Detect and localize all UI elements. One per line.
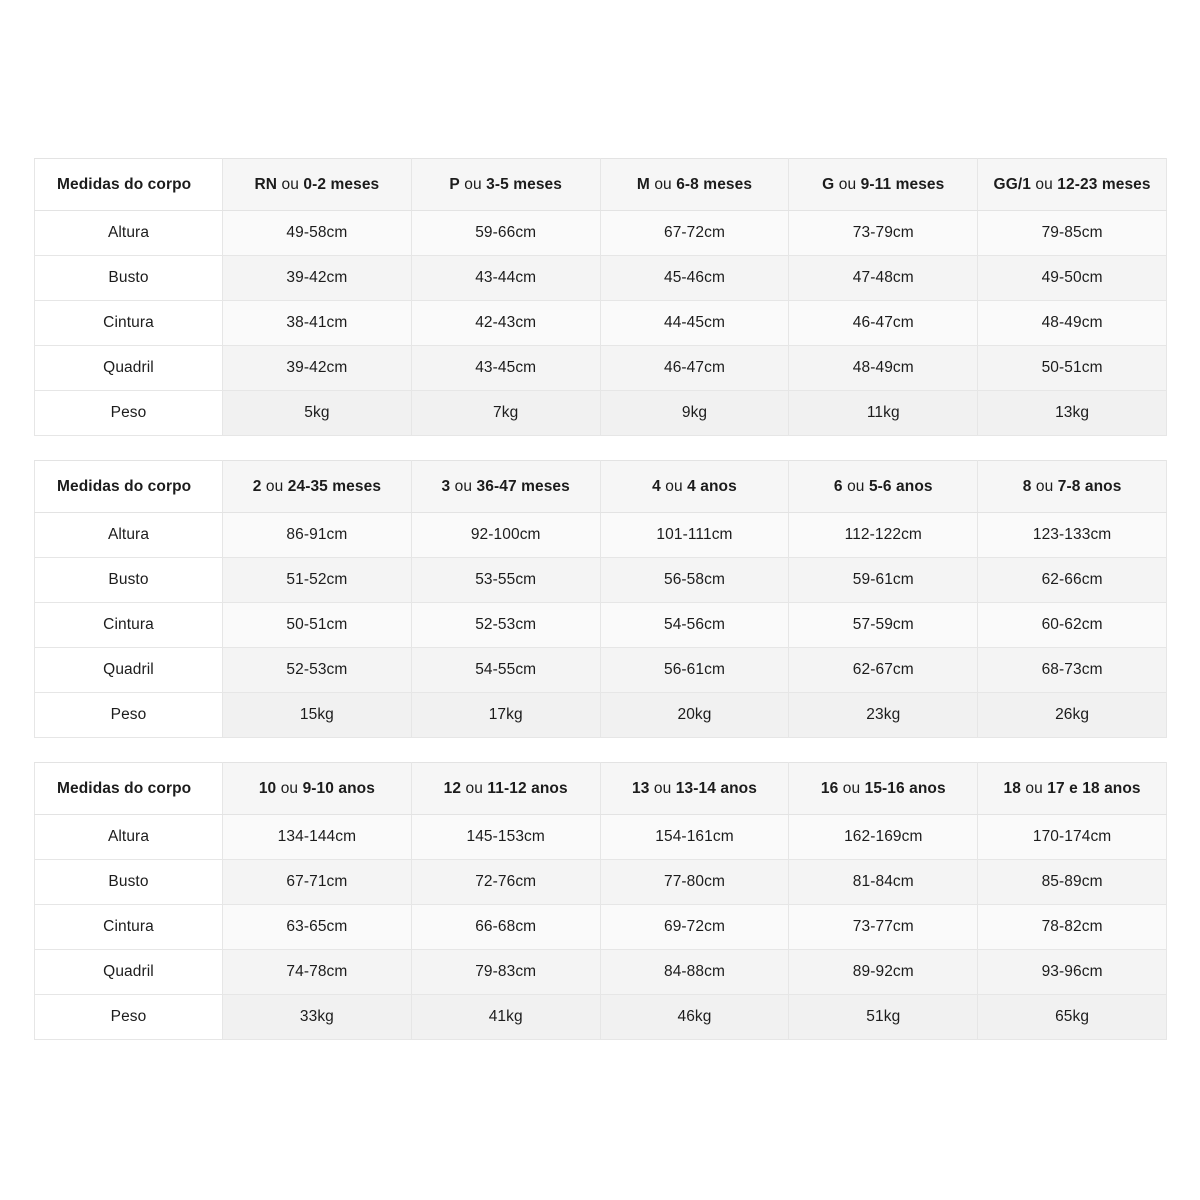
table-row <box>35 950 1167 995</box>
measure-value: 54-56cm <box>600 603 789 648</box>
measure-value: 145-153cm <box>411 815 600 860</box>
size-code: GG/1 <box>993 175 1031 193</box>
size-conjunction: ou <box>465 779 483 797</box>
size-column-header <box>978 461 1167 513</box>
measure-value: 46-47cm <box>600 346 789 391</box>
size-code: 2 <box>252 477 262 495</box>
measure-value: 101-111cm <box>600 513 789 558</box>
measure-value: 38-41cm <box>223 301 412 346</box>
table-row <box>35 391 1167 436</box>
measure-value: 7kg <box>411 391 600 436</box>
size-conjunction: ou <box>654 175 672 193</box>
measure-column-header: Medidas do corpo <box>35 159 223 211</box>
table-header-row <box>35 461 1167 513</box>
measure-value: 5kg <box>223 391 412 436</box>
measure-value: 73-77cm <box>789 905 978 950</box>
size-age-range: 9-10 anos <box>302 779 375 797</box>
table-body <box>35 815 1167 1040</box>
measure-value: 15kg <box>223 693 412 738</box>
table-row <box>35 693 1167 738</box>
table-header-row <box>35 763 1167 815</box>
size-code: 10 <box>258 779 277 797</box>
measure-value: 93-96cm <box>978 950 1167 995</box>
table-body <box>35 211 1167 436</box>
size-age-range: 5-6 anos <box>868 477 933 495</box>
measure-value: 72-76cm <box>411 860 600 905</box>
table-header-row <box>35 159 1167 211</box>
size-table-babies <box>34 158 1167 436</box>
size-conjunction: ou <box>838 175 857 193</box>
measure-value: 69-72cm <box>600 905 789 950</box>
size-conjunction: ou <box>1035 477 1054 495</box>
size-code: 8 <box>1022 477 1032 495</box>
size-age-range: 24-35 meses <box>287 477 382 495</box>
measure-value: 45-46cm <box>600 256 789 301</box>
measure-value: 20kg <box>600 693 789 738</box>
measure-label: Quadril <box>35 950 223 995</box>
measure-value: 89-92cm <box>789 950 978 995</box>
measure-value: 47-48cm <box>789 256 978 301</box>
size-conjunction: ou <box>847 477 865 495</box>
size-column-header <box>411 159 600 211</box>
measure-value: 84-88cm <box>600 950 789 995</box>
size-age-range: 9-11 meses <box>860 175 945 193</box>
measure-value: 62-67cm <box>789 648 978 693</box>
measure-value: 81-84cm <box>789 860 978 905</box>
measure-value: 59-66cm <box>411 211 600 256</box>
measure-value: 9kg <box>600 391 789 436</box>
measure-value: 42-43cm <box>411 301 600 346</box>
size-column-header <box>223 763 412 815</box>
size-code: G <box>822 175 835 193</box>
measure-label: Busto <box>35 558 223 603</box>
size-table-toddlers <box>34 460 1167 738</box>
table-body <box>35 513 1167 738</box>
table-head <box>35 763 1167 815</box>
measure-value: 13kg <box>978 391 1167 436</box>
measure-label: Altura <box>35 513 223 558</box>
size-age-range: 4 anos <box>687 477 737 495</box>
measure-value: 62-66cm <box>978 558 1167 603</box>
size-conjunction: ou <box>1035 175 1053 193</box>
measure-value: 67-71cm <box>223 860 412 905</box>
measure-value: 51kg <box>789 995 978 1040</box>
table-head <box>35 159 1167 211</box>
measure-column-header: Medidas do corpo <box>35 763 223 815</box>
measure-value: 162-169cm <box>789 815 978 860</box>
measure-value: 112-122cm <box>789 513 978 558</box>
measure-value: 79-83cm <box>411 950 600 995</box>
measure-value: 46-47cm <box>789 301 978 346</box>
size-age-range: 6-8 meses <box>676 175 753 193</box>
size-age-range: 17 e 18 anos <box>1047 779 1141 797</box>
measure-label: Cintura <box>35 301 223 346</box>
size-conjunction: ou <box>653 779 672 797</box>
measure-value: 56-58cm <box>600 558 789 603</box>
measure-value: 154-161cm <box>600 815 789 860</box>
measure-value: 41kg <box>411 995 600 1040</box>
size-column-header <box>600 763 789 815</box>
size-age-range: 11-12 anos <box>487 779 568 797</box>
size-column-header <box>978 159 1167 211</box>
size-conjunction: ou <box>454 477 473 495</box>
measure-value: 74-78cm <box>223 950 412 995</box>
measure-label: Busto <box>35 256 223 301</box>
measure-value: 86-91cm <box>223 513 412 558</box>
measure-value: 52-53cm <box>411 603 600 648</box>
size-code: 18 <box>1003 779 1021 797</box>
size-age-range: 3-5 meses <box>486 175 562 193</box>
measure-value: 39-42cm <box>223 256 412 301</box>
measure-value: 50-51cm <box>978 346 1167 391</box>
measure-value: 66-68cm <box>411 905 600 950</box>
size-code: RN <box>254 175 278 193</box>
measure-value: 134-144cm <box>223 815 412 860</box>
measure-label: Quadril <box>35 648 223 693</box>
size-column-header <box>223 461 412 513</box>
size-column-header <box>223 159 412 211</box>
measure-value: 52-53cm <box>223 648 412 693</box>
measure-value: 123-133cm <box>978 513 1167 558</box>
table-row <box>35 256 1167 301</box>
measure-value: 60-62cm <box>978 603 1167 648</box>
measure-value: 54-55cm <box>411 648 600 693</box>
measure-value: 33kg <box>223 995 412 1040</box>
table-head <box>35 461 1167 513</box>
size-column-header <box>600 461 789 513</box>
table-row <box>35 860 1167 905</box>
size-conjunction: ou <box>280 779 299 797</box>
table-row <box>35 648 1167 693</box>
measure-value: 17kg <box>411 693 600 738</box>
measure-label: Quadril <box>35 346 223 391</box>
table-row <box>35 815 1167 860</box>
size-code: 4 <box>652 477 661 495</box>
table-row <box>35 301 1167 346</box>
size-age-range: 15-16 anos <box>864 779 946 797</box>
measure-value: 57-59cm <box>789 603 978 648</box>
measure-value: 92-100cm <box>411 513 600 558</box>
measure-value: 170-174cm <box>978 815 1167 860</box>
measure-value: 43-44cm <box>411 256 600 301</box>
measure-label: Cintura <box>35 603 223 648</box>
size-conjunction: ou <box>281 175 299 193</box>
size-code: M <box>636 175 650 193</box>
measure-value: 63-65cm <box>223 905 412 950</box>
measure-value: 48-49cm <box>789 346 978 391</box>
measure-value: 11kg <box>789 391 978 436</box>
measure-value: 46kg <box>600 995 789 1040</box>
size-age-range: 13-14 anos <box>675 779 757 797</box>
size-conjunction: ou <box>842 779 861 797</box>
size-age-range: 0-2 meses <box>303 175 380 193</box>
measure-value: 39-42cm <box>223 346 412 391</box>
size-column-header <box>411 461 600 513</box>
table-row <box>35 603 1167 648</box>
measure-label: Peso <box>35 693 223 738</box>
size-age-range: 7-8 anos <box>1057 477 1122 495</box>
size-conjunction: ou <box>665 477 683 495</box>
size-column-header <box>600 159 789 211</box>
size-code: 12 <box>443 779 462 797</box>
measure-label: Peso <box>35 995 223 1040</box>
measure-value: 44-45cm <box>600 301 789 346</box>
measure-value: 49-58cm <box>223 211 412 256</box>
measure-value: 50-51cm <box>223 603 412 648</box>
size-column-header <box>789 159 978 211</box>
measure-value: 85-89cm <box>978 860 1167 905</box>
measure-value: 48-49cm <box>978 301 1167 346</box>
table-row <box>35 513 1167 558</box>
measure-value: 56-61cm <box>600 648 789 693</box>
size-code: 16 <box>820 779 839 797</box>
table-row <box>35 905 1167 950</box>
size-code: 6 <box>833 477 843 495</box>
table-row <box>35 995 1167 1040</box>
measure-value: 49-50cm <box>978 256 1167 301</box>
measure-value: 43-45cm <box>411 346 600 391</box>
size-age-range: 12-23 meses <box>1057 175 1151 193</box>
size-conjunction: ou <box>265 477 284 495</box>
size-code: P <box>449 175 460 193</box>
measure-value: 59-61cm <box>789 558 978 603</box>
measure-value: 51-52cm <box>223 558 412 603</box>
measure-label: Cintura <box>35 905 223 950</box>
measure-label: Busto <box>35 860 223 905</box>
measure-value: 65kg <box>978 995 1167 1040</box>
size-column-header <box>411 763 600 815</box>
size-column-header <box>978 763 1167 815</box>
size-conjunction: ou <box>1025 779 1043 797</box>
measure-value: 67-72cm <box>600 211 789 256</box>
size-age-range: 36-47 meses <box>476 477 570 495</box>
table-row <box>35 211 1167 256</box>
measure-label: Altura <box>35 211 223 256</box>
measure-value: 78-82cm <box>978 905 1167 950</box>
measure-value: 53-55cm <box>411 558 600 603</box>
measure-value: 26kg <box>978 693 1167 738</box>
size-table-teens <box>34 762 1167 1040</box>
measure-label: Peso <box>35 391 223 436</box>
measure-value: 79-85cm <box>978 211 1167 256</box>
size-code: 3 <box>441 477 451 495</box>
size-column-header <box>789 461 978 513</box>
measure-column-header: Medidas do corpo <box>35 461 223 513</box>
table-row <box>35 558 1167 603</box>
measure-value: 77-80cm <box>600 860 789 905</box>
size-code: 13 <box>632 779 650 797</box>
size-conjunction: ou <box>464 175 482 193</box>
size-column-header <box>789 763 978 815</box>
measure-value: 73-79cm <box>789 211 978 256</box>
measure-label: Altura <box>35 815 223 860</box>
table-row <box>35 346 1167 391</box>
measure-value: 23kg <box>789 693 978 738</box>
measure-value: 68-73cm <box>978 648 1167 693</box>
